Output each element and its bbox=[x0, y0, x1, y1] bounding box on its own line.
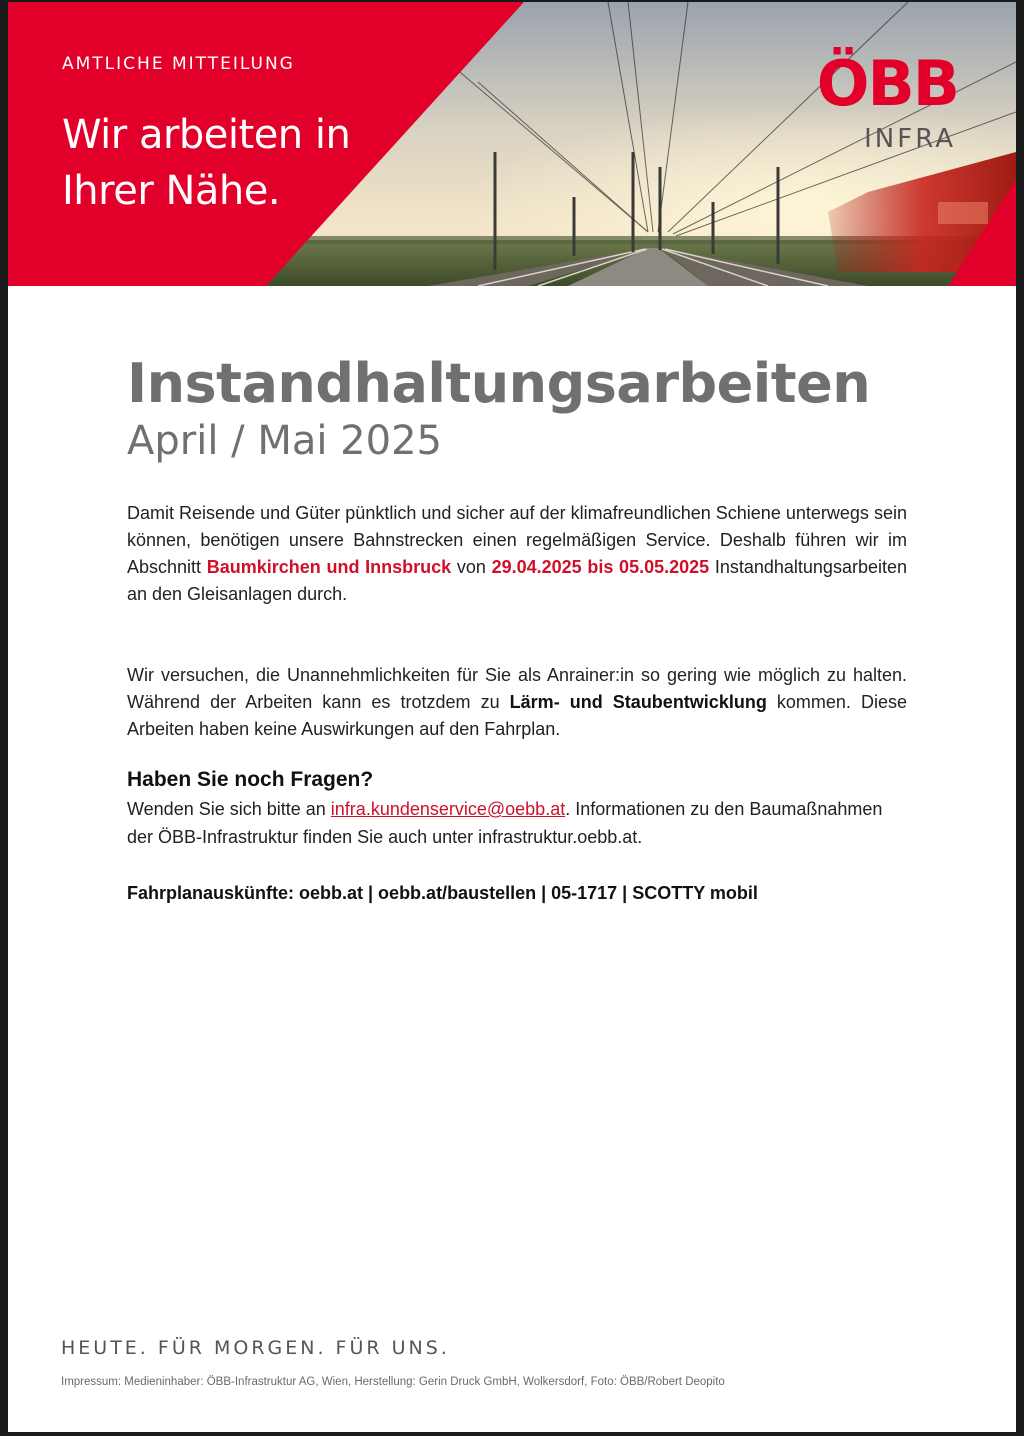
date-range-highlight: 29.04.2025 bis 05.05.2025 bbox=[491, 557, 710, 577]
timetable-info: Fahrplanauskünfte: oebb.at | oebb.at/baustellen | 05-1717 | SCOTTY mobil bbox=[127, 883, 758, 903]
footer-slogan: HEUTE. FÜR MORGEN. FÜR UNS. bbox=[61, 1337, 450, 1359]
contact-text: . Informationen zu den Baumaßnahmen der ÖBB-Infrastruktur finden Sie auch unter infrastruktur.oebb.at. bbox=[127, 799, 883, 847]
noise-dust-highlight: Lärm- und Staubentwicklung bbox=[509, 692, 767, 712]
paragraph-text: von bbox=[451, 557, 492, 577]
paragraph-text: kommen. Diese Arbeiten haben keine Auswirkungen auf den Fahrplan. bbox=[127, 692, 908, 739]
notice-kicker: AMTLICHE MITTEILUNG bbox=[62, 54, 295, 74]
paragraph-maintenance bbox=[127, 500, 907, 608]
notice-page bbox=[8, 2, 1016, 1432]
headline-line-1: Wir arbeiten in bbox=[62, 112, 351, 158]
section-highlight: Baumkirchen und Innsbruck bbox=[206, 557, 452, 577]
footer-impressum: Impressum: Medieninhaber: ÖBB-Infrastruktur AG, Wien, Herstellung: Gerin Druck GmbH, Wolkersdorf, Foto: ÖBB/Robert Deopito bbox=[61, 1376, 725, 1388]
notice-title: Instandhaltungsarbeiten bbox=[127, 352, 871, 415]
notice-content bbox=[127, 354, 907, 907]
paragraph-text: Damit Reisende und Güter pünktlich und sicher auf der klimafreundlichen Schiene unterwegs sein können, benötigen unsere Bahnstrecken einen regelmäßigen Service. Deshalb führen wir im Abschnitt bbox=[127, 503, 907, 577]
notice-period: April / Mai 2025 bbox=[127, 418, 442, 464]
header-banner bbox=[8, 2, 1016, 286]
paragraph-text: Instandhaltungsarbeiten an den Gleisanlagen durch. bbox=[127, 557, 907, 604]
logo-subtitle: INFRA bbox=[864, 124, 956, 154]
customer-service-email-link[interactable]: infra.kundenservice@oebb.at bbox=[330, 799, 566, 819]
logo-mark: ÖBB bbox=[816, 47, 958, 120]
questions-heading: Haben Sie noch Fragen? bbox=[127, 768, 374, 791]
oebb-infra-logo bbox=[798, 47, 958, 162]
headline bbox=[62, 107, 350, 219]
headline-line-2: Ihrer Nähe. bbox=[62, 168, 281, 214]
contact-text: Wenden Sie sich bitte an bbox=[127, 799, 331, 819]
contact-paragraph bbox=[127, 795, 907, 851]
paragraph-inconvenience bbox=[127, 662, 907, 743]
paragraph-text: Wir versuchen, die Unannehmlichkeiten für Sie als Anrainer:in so gering wie möglich zu halten. Während der Arbeiten kann es trotzdem zu bbox=[127, 665, 907, 712]
